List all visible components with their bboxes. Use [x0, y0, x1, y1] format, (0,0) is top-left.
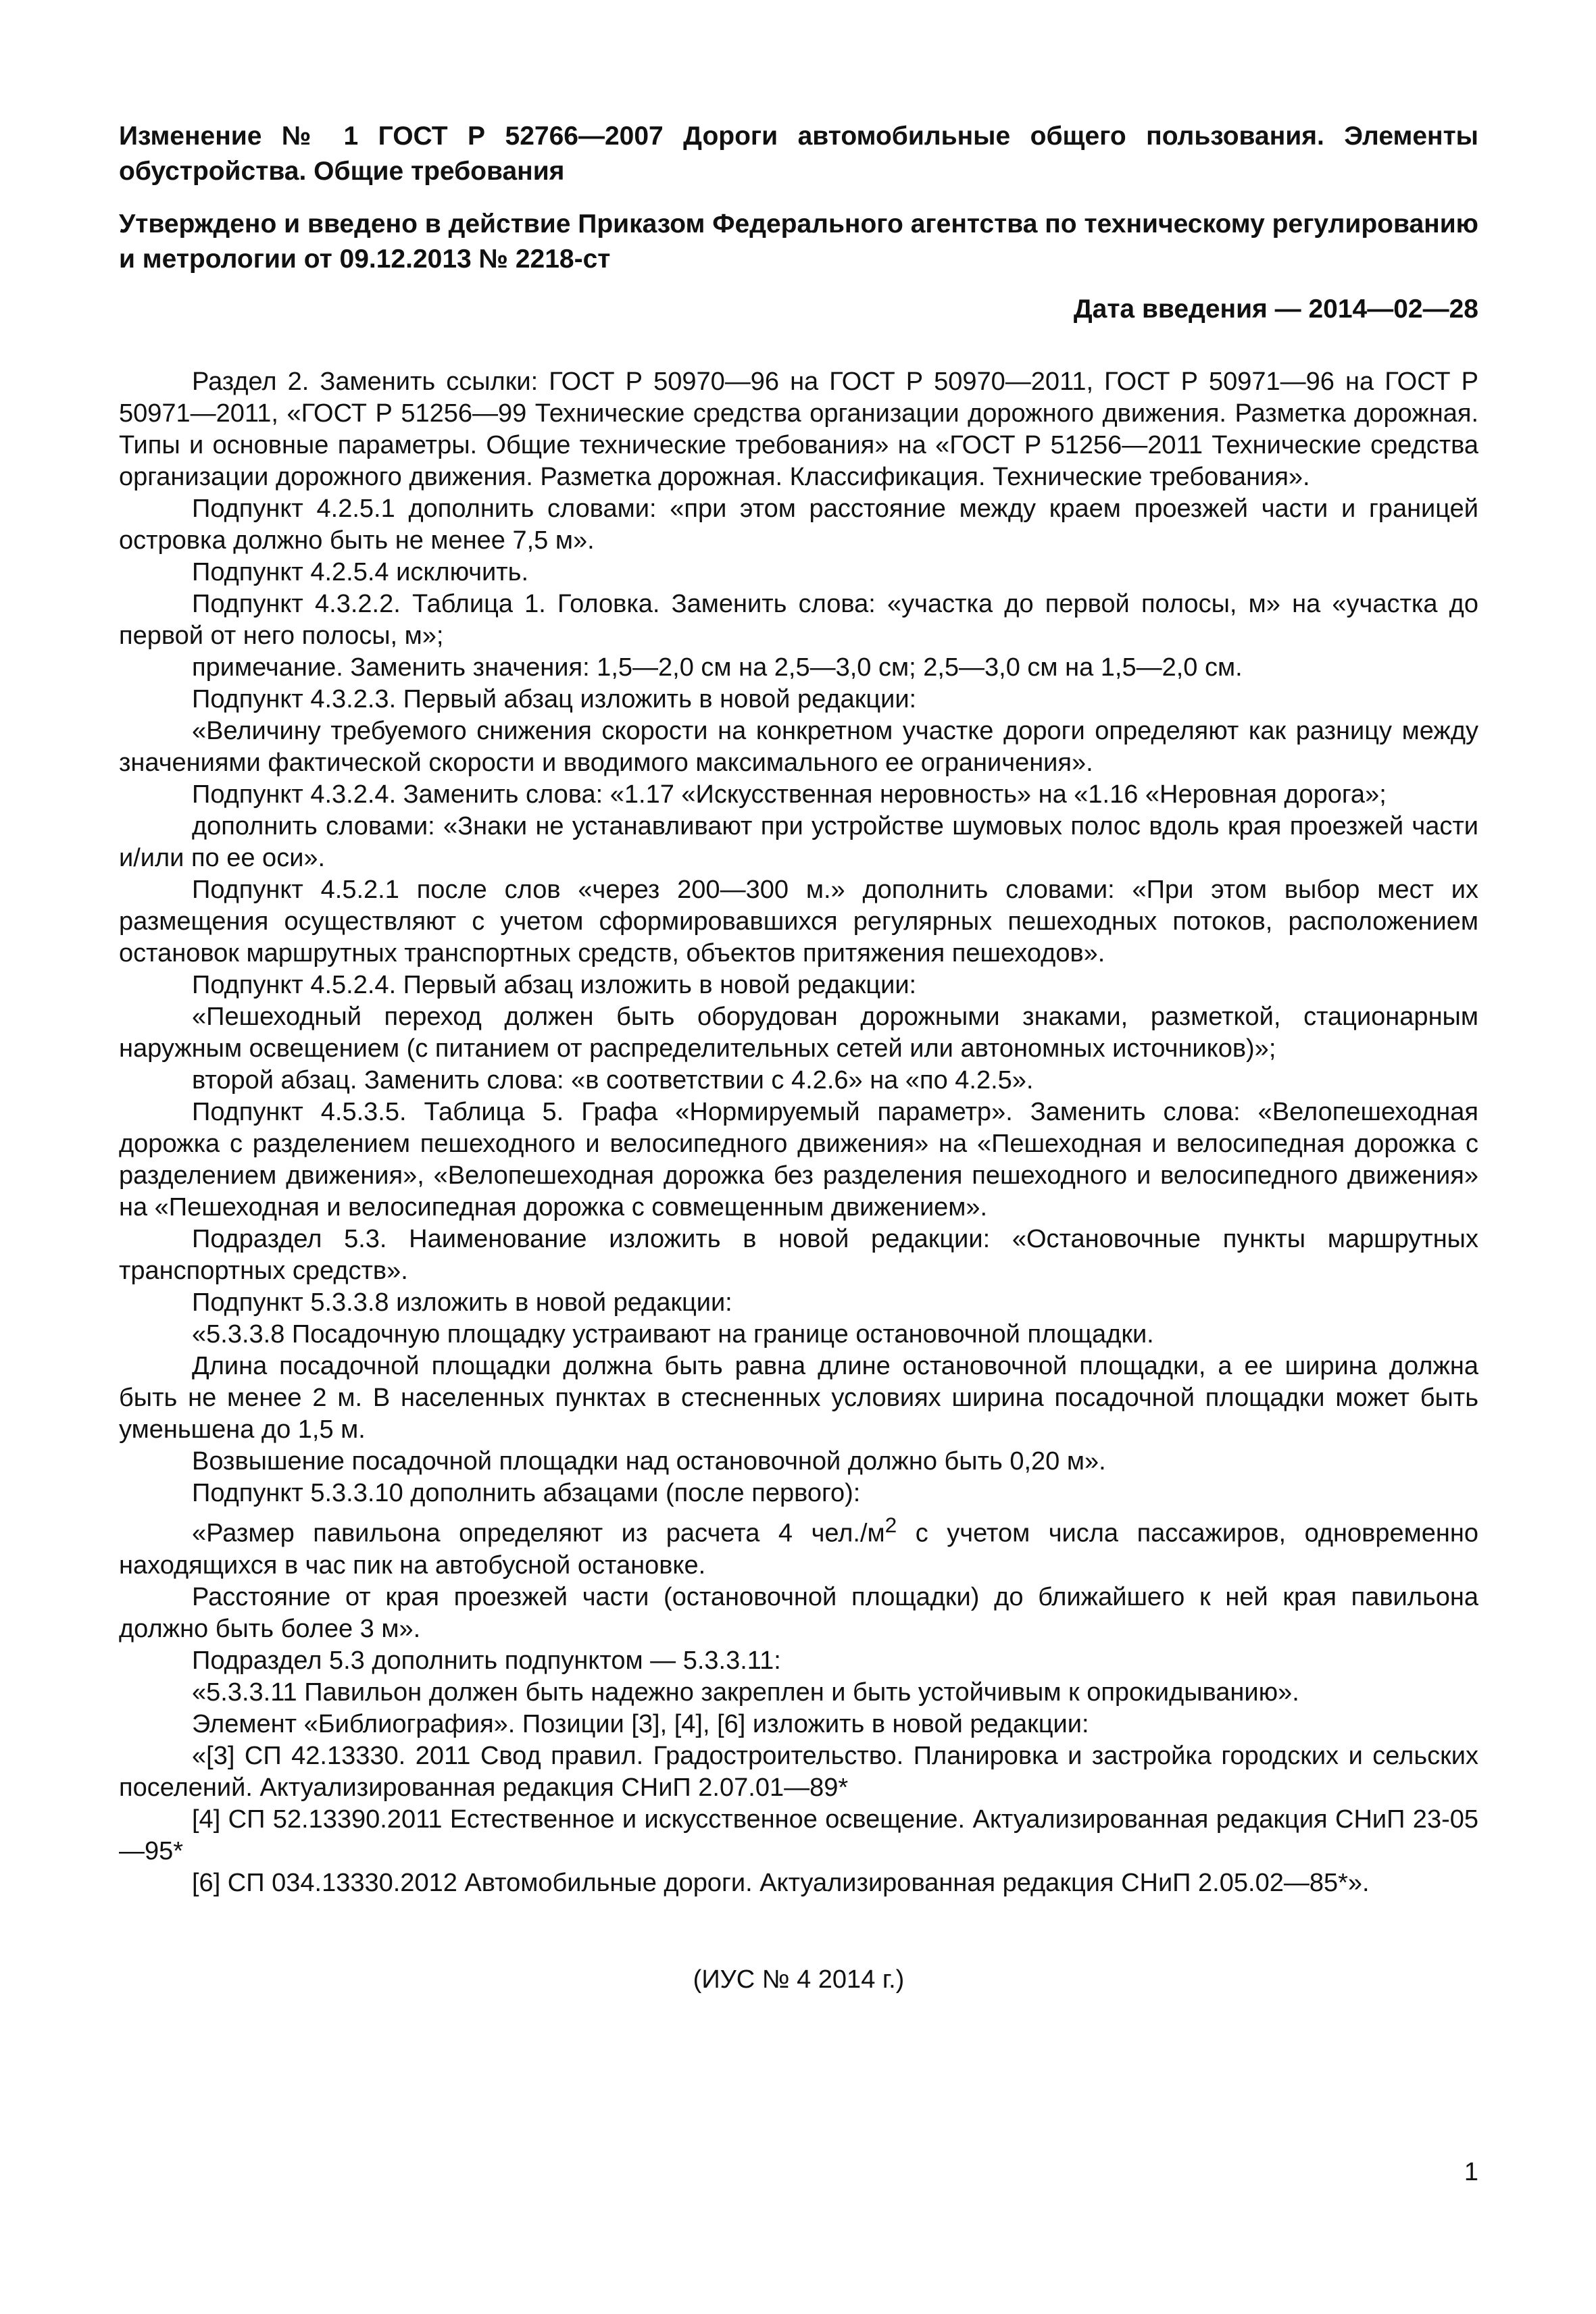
- bibliography-item: «[3] СП 42.13330. 2011 Свод правил. Градостроительство. Планировка и застройка городских и сельских поселений. Актуализированная редакция СНиП 2.07.01—89*: [119, 1741, 1478, 1802]
- page-number: 1: [1464, 2158, 1478, 2186]
- paragraph: Возвышение посадочной площадки над остановочной должно быть 0,20 м».: [192, 1447, 1106, 1476]
- paragraph: «5.3.3.11 Павильон должен быть надежно закреплен и быть устойчивым к опрокидыванию».: [192, 1678, 1299, 1707]
- approval-statement: Утверждено и введено в действие Приказом Федерального агентства по техническому регулированию и метрологии от 09.12.2013 № 2218-ст: [119, 209, 1478, 274]
- paragraph: дополнить словами: «Знаки не устанавливают при устройстве шумовых полос вдоль края проезжей части и/или по ее оси».: [119, 812, 1478, 872]
- paragraph: Длина посадочной площадки должна быть равна длине остановочной площадки, а ее ширина должна быть не менее 2 м. В населенных пунктах в стесненных условиях ширина посадочной площадки может быть уменьшена до 1,5 м.: [119, 1352, 1478, 1444]
- document-page: [119, 119, 1478, 2294]
- paragraph: Подраздел 5.3 дополнить подпунктом — 5.3.3.11:: [192, 1646, 781, 1675]
- paragraph: Подпункт 4.2.5.4 исключить.: [192, 558, 529, 586]
- pavilion-paragraph: [119, 1509, 1478, 1582]
- paragraph: Подпункт 4.5.2.1 после слов «через 200—300 м.» дополнить словами: «При этом выбор мест их размещения осуществляют с учетом сформировавшихся регулярных пешеходных потоков, расположением остановок маршрутных транспортных средств, объектов притяжения пешеходов».: [119, 876, 1478, 967]
- paragraph: Подпункт 5.3.3.8 изложить в новой редакции:: [192, 1288, 732, 1317]
- paragraph: Подраздел 5.3. Наименование изложить в новой редакции: «Остановочные пункты маршрутных транспортных средств».: [119, 1225, 1478, 1285]
- paragraph: Подпункт 4.3.2.3. Первый абзац изложить в новой редакции:: [192, 685, 917, 713]
- paragraph: «Величину требуемого снижения скорости на конкретном участке дороги определяют как разницу между значениями фактической скорости и вводимого максимального ее ограничения».: [119, 717, 1478, 777]
- paragraph: Подпункт 4.3.2.4. Заменить слова: «1.17 «Искусственная неровность» на «1.16 «Неровная дорога»;: [192, 780, 1387, 809]
- paragraph: «5.3.3.8 Посадочную площадку устраивают на границе остановочной площадки.: [192, 1320, 1154, 1349]
- document-title: Изменение № 1 ГОСТ Р 52766—2007 Дороги автомобильные общего пользования. Элементы обустройства. Общие требования: [119, 122, 1478, 186]
- paragraph: Подпункт 4.5.3.5. Таблица 5. Графа «Нормируемый параметр». Заменить слова: «Велопешеходная дорожка с разделением пешеходного и велосипедного движения» на «Пешеходная и велосипедная дорожка с разделением движения», «Велопешеходная дорожка без разделения пешеходного и велосипедного движения» на «Пешеходная и велосипедная дорожка с совмещенным движением».: [119, 1098, 1478, 1222]
- superscript-2: 2: [884, 1513, 897, 1537]
- paragraph: «Пешеходный переход должен быть оборудован дорожными знаками, разметкой, стационарным наружным освещением (с питанием от распределительных сетей или автономных источников)»;: [119, 1003, 1478, 1063]
- document-body: [119, 366, 1478, 1899]
- paragraph: Элемент «Библиография». Позиции [3], [4], [6] изложить в новой редакции:: [192, 1709, 1089, 1738]
- pavilion-text-start: «Размер павильона определяют из расчета 4 чел./м: [192, 1519, 885, 1548]
- paragraph: Подпункт 4.5.2.4. Первый абзац изложить в новой редакции:: [192, 971, 917, 999]
- paragraph: Раздел 2. Заменить ссылки: ГОСТ Р 50970—96 на ГОСТ Р 50970—2011, ГОСТ Р 50971—96 на ГОСТ Р 50971—2011, «ГОСТ Р 51256—99 Технические средства организации дорожного движения. Разметка дорожная. Типы и основные параметры. Общие технические требования» на «ГОСТ Р 51256—2011 Технические средства организации дорожного движения. Разметка дорожная. Классификация. Технические требования».: [119, 368, 1478, 491]
- paragraph: Подпункт 4.3.2.2. Таблица 1. Головка. Заменить слова: «участка до первой полосы, м» на «участка до первой от него полосы, м»;: [119, 590, 1478, 650]
- paragraph: примечание. Заменить значения: 1,5—2,0 см на 2,5—3,0 см; 2,5—3,0 см на 1,5—2,0 см.: [192, 653, 1243, 682]
- paragraph: Подпункт 4.2.5.1 дополнить словами: «при этом расстояние между краем проезжей части и границей островка должно быть не менее 7,5 м».: [119, 495, 1478, 555]
- ius-reference: (ИУС № 4 2014 г.): [693, 1965, 905, 1994]
- bibliography-item: [6] СП 034.13330.2012 Автомобильные дороги. Актуализированная редакция СНиП 2.05.02—85*».: [192, 1868, 1370, 1897]
- bibliography-item: [4] СП 52.13390.2011 Естественное и искусственное освещение. Актуализированная редакция СНиП 23-05—95*: [119, 1805, 1478, 1865]
- paragraph: второй абзац. Заменить слова: «в соответствии с 4.2.6» на «по 4.2.5».: [192, 1066, 1034, 1095]
- effective-date: Дата введения — 2014—02—28: [1073, 295, 1478, 324]
- paragraph: Подпункт 5.3.3.10 дополнить абзацами (после первого):: [192, 1479, 861, 1507]
- paragraph: Расстояние от края проезжей части (остановочной площадки) до ближайшего к ней края павильона должно быть более 3 м».: [119, 1582, 1478, 1643]
- pavilion-text-end: с учетом числа пассажиров, одновременно находящихся в час пик на автобусной остановке.: [119, 1519, 1478, 1580]
